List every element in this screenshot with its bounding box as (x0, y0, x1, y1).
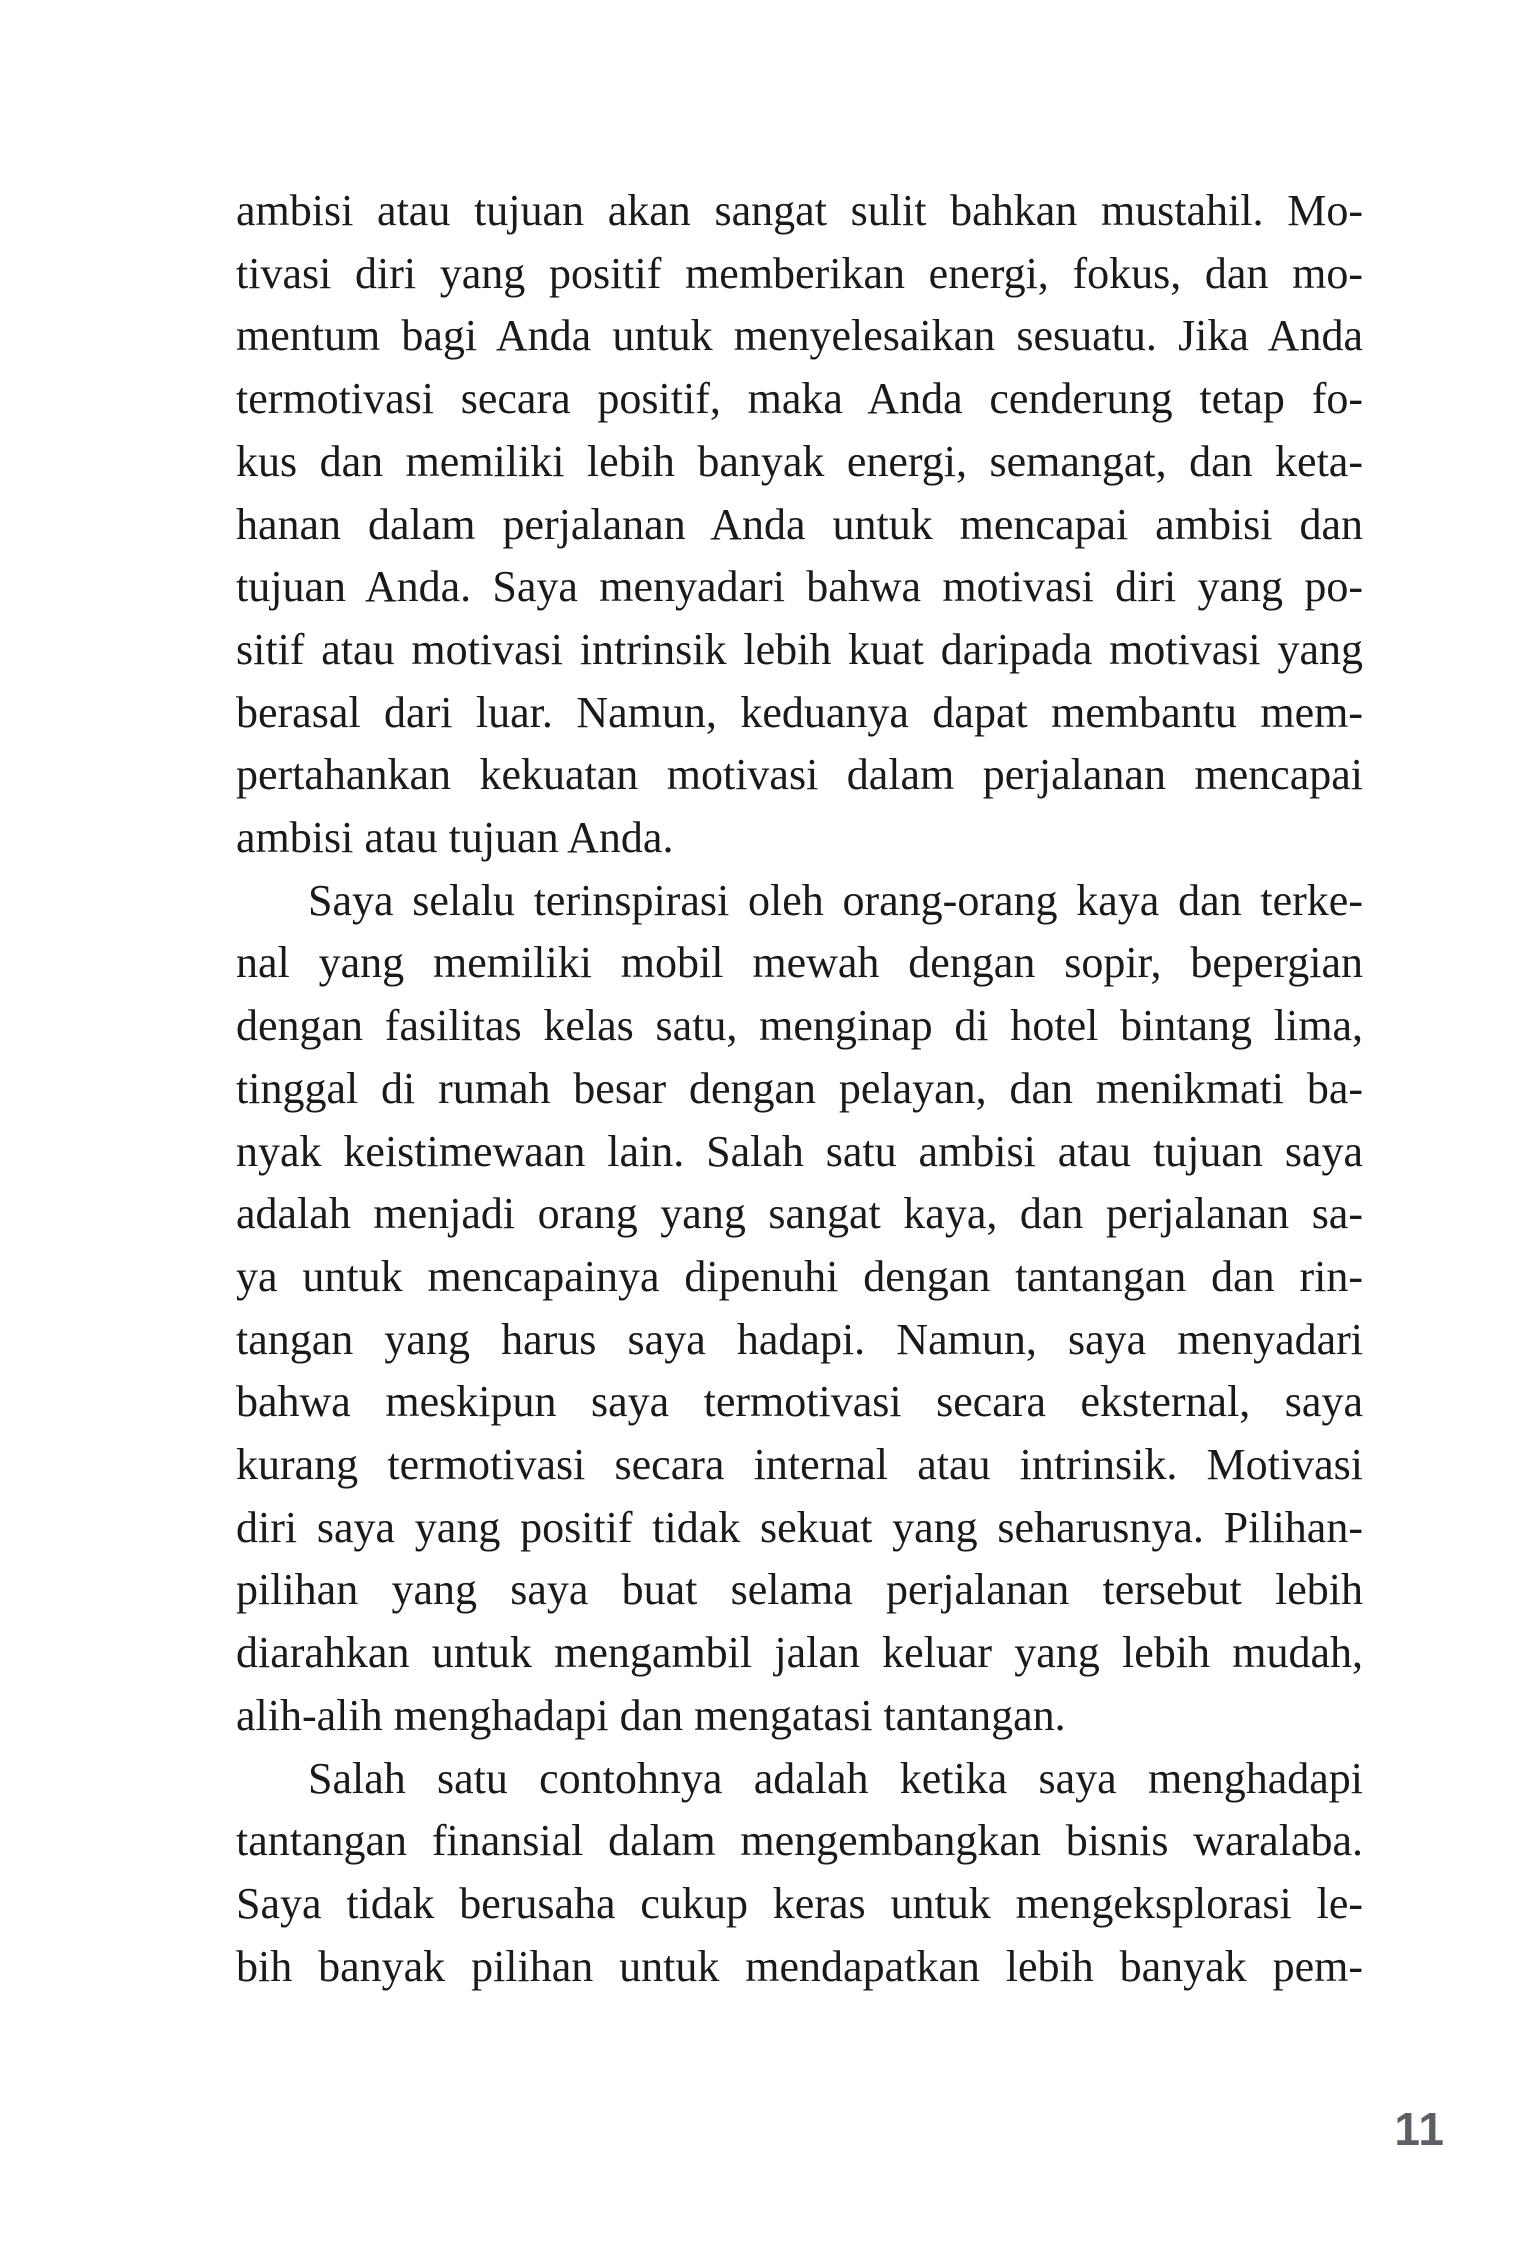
text-line: Saya tidak berusaha cukup keras untuk mengeksplorasi le- (236, 1878, 1363, 1928)
text-line: pertahankan kekuatan motivasi dalam perjalanan mencapai (236, 750, 1363, 800)
paragraph (236, 1748, 1363, 1999)
text-line: kus dan memiliki lebih banyak energi, semangat, dan keta- (236, 436, 1363, 486)
text-line: tinggal di rumah besar dengan pelayan, dan menikmati ba- (236, 1063, 1363, 1113)
text-line: mentum bagi Anda untuk menyelesaikan sesuatu. Jika Anda (236, 311, 1363, 361)
text-line: alih-alih menghadapi dan mengatasi tantangan. (236, 1690, 1066, 1740)
text-line: kurang termotivasi secara internal atau intrinsik. Motivasi (236, 1440, 1363, 1490)
paragraph (236, 180, 1363, 870)
text-line: nal yang memiliki mobil mewah dengan sopir, bepergian (236, 938, 1363, 988)
text-line: pilihan yang saya buat selama perjalanan tersebut lebih (236, 1565, 1363, 1615)
text-line: hanan dalam perjalanan Anda untuk mencapai ambisi dan (236, 499, 1363, 549)
text-line: bih banyak pilihan untuk mendapatkan lebih banyak pem- (236, 1941, 1363, 1991)
text-line: nyak keistimewaan lain. Salah satu ambisi atau tujuan saya (236, 1126, 1363, 1176)
text-line: Saya selalu terinspirasi oleh orang-orang kaya dan terke- (308, 875, 1363, 925)
text-line: tantangan finansial dalam mengembangkan bisnis waralaba. (236, 1816, 1363, 1866)
text-line: tivasi diri yang positif memberikan energi, fokus, dan mo- (236, 248, 1363, 298)
text-line: tujuan Anda. Saya menyadari bahwa motivasi diri yang po- (236, 562, 1363, 612)
body-text (236, 180, 1363, 1998)
text-line: Salah satu contohnya adalah ketika saya menghadapi (308, 1753, 1363, 1803)
text-line: adalah menjadi orang yang sangat kaya, dan perjalanan sa- (236, 1189, 1363, 1239)
text-line: sitif atau motivasi intrinsik lebih kuat daripada motivasi yang (236, 624, 1363, 674)
text-line: ambisi atau tujuan akan sangat sulit bahkan mustahil. Mo- (236, 186, 1363, 235)
page-number: 11 (1394, 2103, 1445, 2155)
text-line: diarahkan untuk mengambil jalan keluar yang lebih mudah, (236, 1628, 1363, 1678)
paragraph (236, 870, 1363, 1748)
text-line: ambisi atau tujuan Anda. (236, 813, 674, 863)
text-line: termotivasi secara positif, maka Anda cenderung tetap fo- (236, 374, 1363, 424)
text-line: tangan yang harus saya hadapi. Namun, saya menyadari (236, 1314, 1363, 1364)
text-line: dengan fasilitas kelas satu, menginap di hotel bintang lima, (236, 1001, 1363, 1051)
text-line: berasal dari luar. Namun, keduanya dapat membantu mem- (236, 687, 1363, 737)
text-line: ya untuk mencapainya dipenuhi dengan tantangan dan rin- (236, 1251, 1363, 1301)
text-line: diri saya yang positif tidak sekuat yang seharusnya. Pilihan- (236, 1502, 1363, 1552)
text-line: bahwa meskipun saya termotivasi secara eksternal, saya (236, 1377, 1363, 1427)
